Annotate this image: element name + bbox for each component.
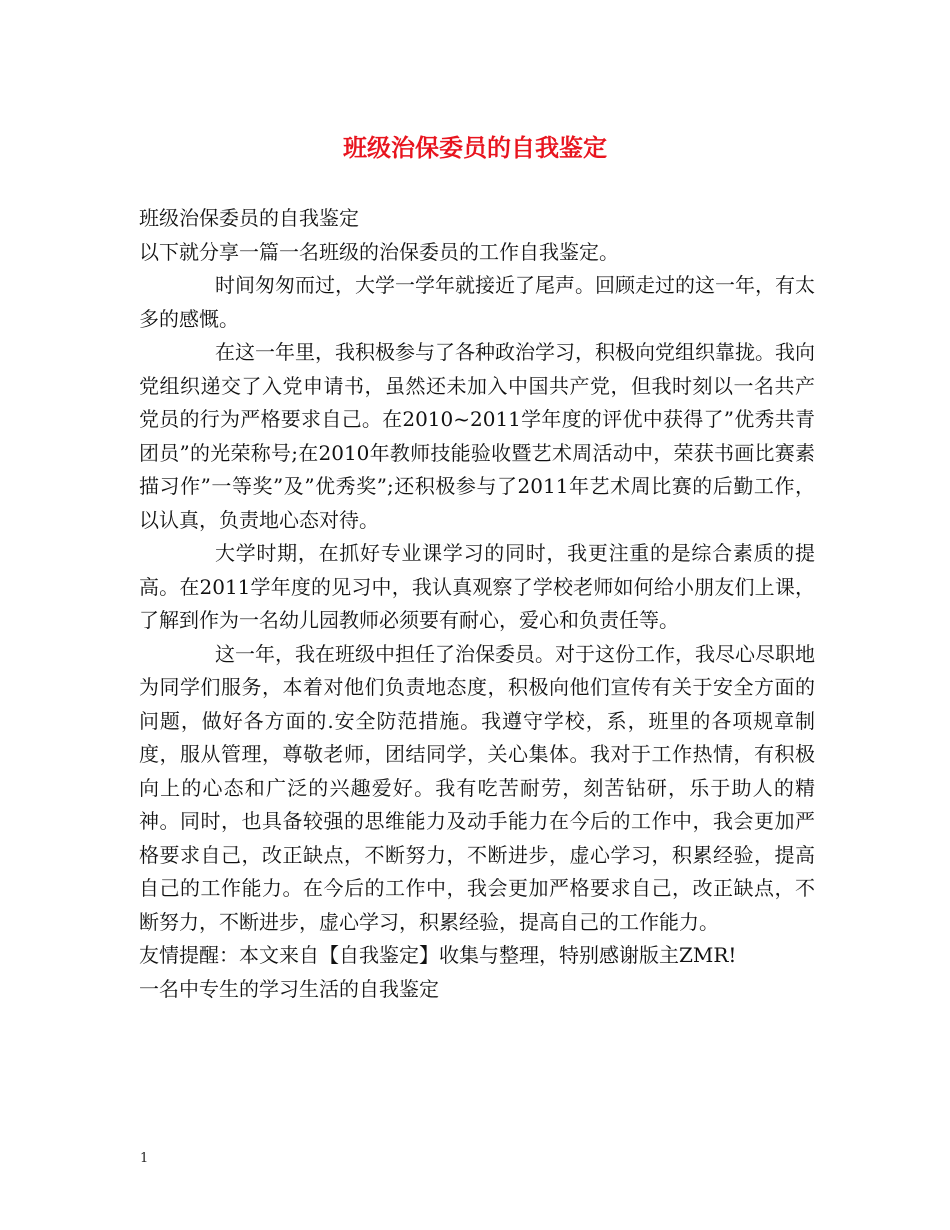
document-title: 班级治保委员的自我鉴定 <box>343 134 607 162</box>
paragraph: 时间匆匆而过，大学一学年就接近了尾声。回顾走过的这一年，有太多的感慨。 <box>139 273 815 331</box>
reminder-line: 友情提醒：本文来自【自我鉴定】收集与整理，特别感谢版主ZMR! <box>139 943 737 967</box>
page-number: 1 <box>140 1151 149 1166</box>
document-body <box>139 202 815 1006</box>
intro-line: 以下就分享一篇一名班级的治保委员的工作自我鉴定。 <box>139 239 619 264</box>
subtitle-line: 班级治保委员的自我鉴定 <box>139 206 359 230</box>
next-article-title: 一名中专生的学习生活的自我鉴定 <box>139 976 439 1001</box>
paragraph: 大学时期，在抓好专业课学习的同时，我更注重的是综合素质的提高。在2011学年度的见习中，我认真观察了学校老师如何给小朋友们上课，了解到作为一名幼儿园教师必须要有耐心，爱心和负责任等。 <box>139 541 815 632</box>
paragraph: 在这一年里，我积极参与了各种政治学习，积极向党组织靠拢。我向党组织递交了入党申请书，虽然还未加入中国共产党，但我时刻以一名共产党员的行为严格要求自己。在2010~2011学年度的评优中获得了”优秀共青团员”的光荣称号;在2010年教师技能验收暨艺术周活动中，荣获书画比赛素描习作”一等奖”及”优秀奖”;还积极参与了2011年艺术周比赛的后勤工作，以认真，负责地心态对待。 <box>139 340 815 532</box>
paragraph: 这一年，我在班级中担任了治保委员。对于这份工作，我尽心尽职地为同学们服务，本着对他们负责地态度，积极向他们宣传有关于安全方面的问题，做好各方面的.安全防范措施。我遵守学校，系，班里的各项规章制度，服从管理，尊敬老师，团结同学，关心集体。我对于工作热情，有积极向上的心态和广泛的兴趣爱好。我有吃苦耐劳，刻苦钻研，乐于助人的精神。同时，也具备较强的思维能力及动手能力在今后的工作中，我会更加严格要求自己，改正缺点，不断努力，不断进步，虚心学习，积累经验，提高自己的工作能力。在今后的工作中，我会更加严格要求自己，改正缺点，不断努力，不断进步，虚心学习，积累经验，提高自己的工作能力。 <box>139 641 815 934</box>
